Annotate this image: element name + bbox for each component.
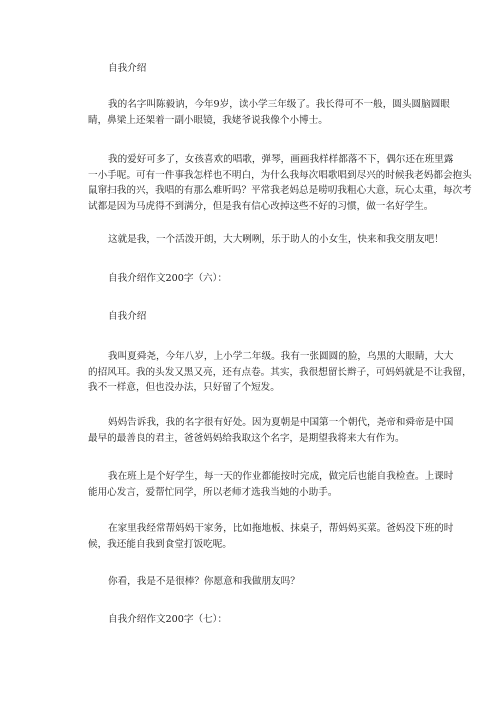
- section-heading-six: [108, 271, 227, 287]
- text-line: 这就是我，一个活泼开朗，大大咧咧，乐于助人的小女生，快来和我交朋友吧！: [108, 234, 444, 245]
- text-line: 自我介绍作文200字（七）：: [108, 614, 228, 625]
- text-line: 自我介绍作文200字（六）：: [108, 273, 228, 284]
- heading-self-introduction-2: [108, 309, 146, 325]
- text-line: 自我介绍: [108, 63, 147, 74]
- text-line: 能用心发言，爱帮忙同学，所以老师才选我当她的小助手。: [88, 486, 338, 498]
- text-line: 我在班上是个好学生，每一天的作业都能按时完成，做完后也能自我检查。上课时: [108, 471, 454, 482]
- text-line: 妈妈告诉我，我的名字很有好处。因为夏朝是中国第一个朝代，尧帝和舜帝是中国: [108, 417, 454, 428]
- text-line: 试都是因为马虎得不到满分，但是我有信心改掉这些不好的习惯，做一名好学生。: [88, 200, 434, 212]
- paragraph-home: [88, 521, 454, 552]
- text-line: 在家里我经常帮妈妈干家务，比如拖地板、抹桌子，帮妈妈买菜。爸妈没下班的时: [108, 523, 454, 534]
- paragraph-hobbies: [88, 152, 472, 214]
- section-heading-seven: [108, 612, 227, 628]
- paragraph-intro: [88, 97, 450, 128]
- paragraph-appearance: [88, 349, 472, 396]
- paragraph-closing-1: [108, 232, 444, 248]
- text-line: 的招风耳。我的头发又黑又亮，还有点卷。其实，我很想留长辫子，可妈妈就是不让我留，: [88, 366, 472, 378]
- text-line: 我的名字叫陈毅讷，今年9岁，读小学三年级了。我长得可不一般，圆头圆脑圆眼: [108, 99, 450, 110]
- paragraph-school: [88, 469, 454, 500]
- text-line: 你看，我是不是很棒？你愿意和我做朋友吗？: [108, 576, 300, 587]
- text-line: 我叫夏舜尧，今年八岁，上小学二年级。我有一张圆圆的脸，乌黑的大眼睛，大大: [108, 351, 454, 362]
- text-line: 我不一样意，但也没办法，只好留了个短发。: [88, 382, 280, 393]
- text-line: 我的爱好可多了，女孩喜欢的唱歌，弹琴，画画我样样都落不下，偶尔还在班里露: [108, 154, 454, 165]
- text-line: 一小手呢。可有一件事我怎样也不明白，为什么我每次唱歌唱到尽兴的时候我老妈都会抱头: [88, 169, 472, 181]
- heading-self-introduction: [108, 61, 146, 77]
- text-line: 鼠窜扫我的兴，我唱的有那么难听吗？平常我老妈总是唠叨我粗心大意，玩心太重，每次考: [88, 185, 472, 196]
- text-line: 候，我还能自我到食堂打饭吃呢。: [88, 538, 232, 550]
- text-line: 睛，鼻梁上还架着一副小眼镜，我姥爷说我像个小博士。: [88, 114, 328, 126]
- paragraph-closing-2: [108, 574, 300, 590]
- text-line: 最早的最善良的君主，爸爸妈妈给我取这个名字，是期望我将来大有作为。: [88, 432, 405, 444]
- paragraph-name-meaning: [88, 415, 454, 446]
- text-line: 自我介绍: [108, 311, 147, 322]
